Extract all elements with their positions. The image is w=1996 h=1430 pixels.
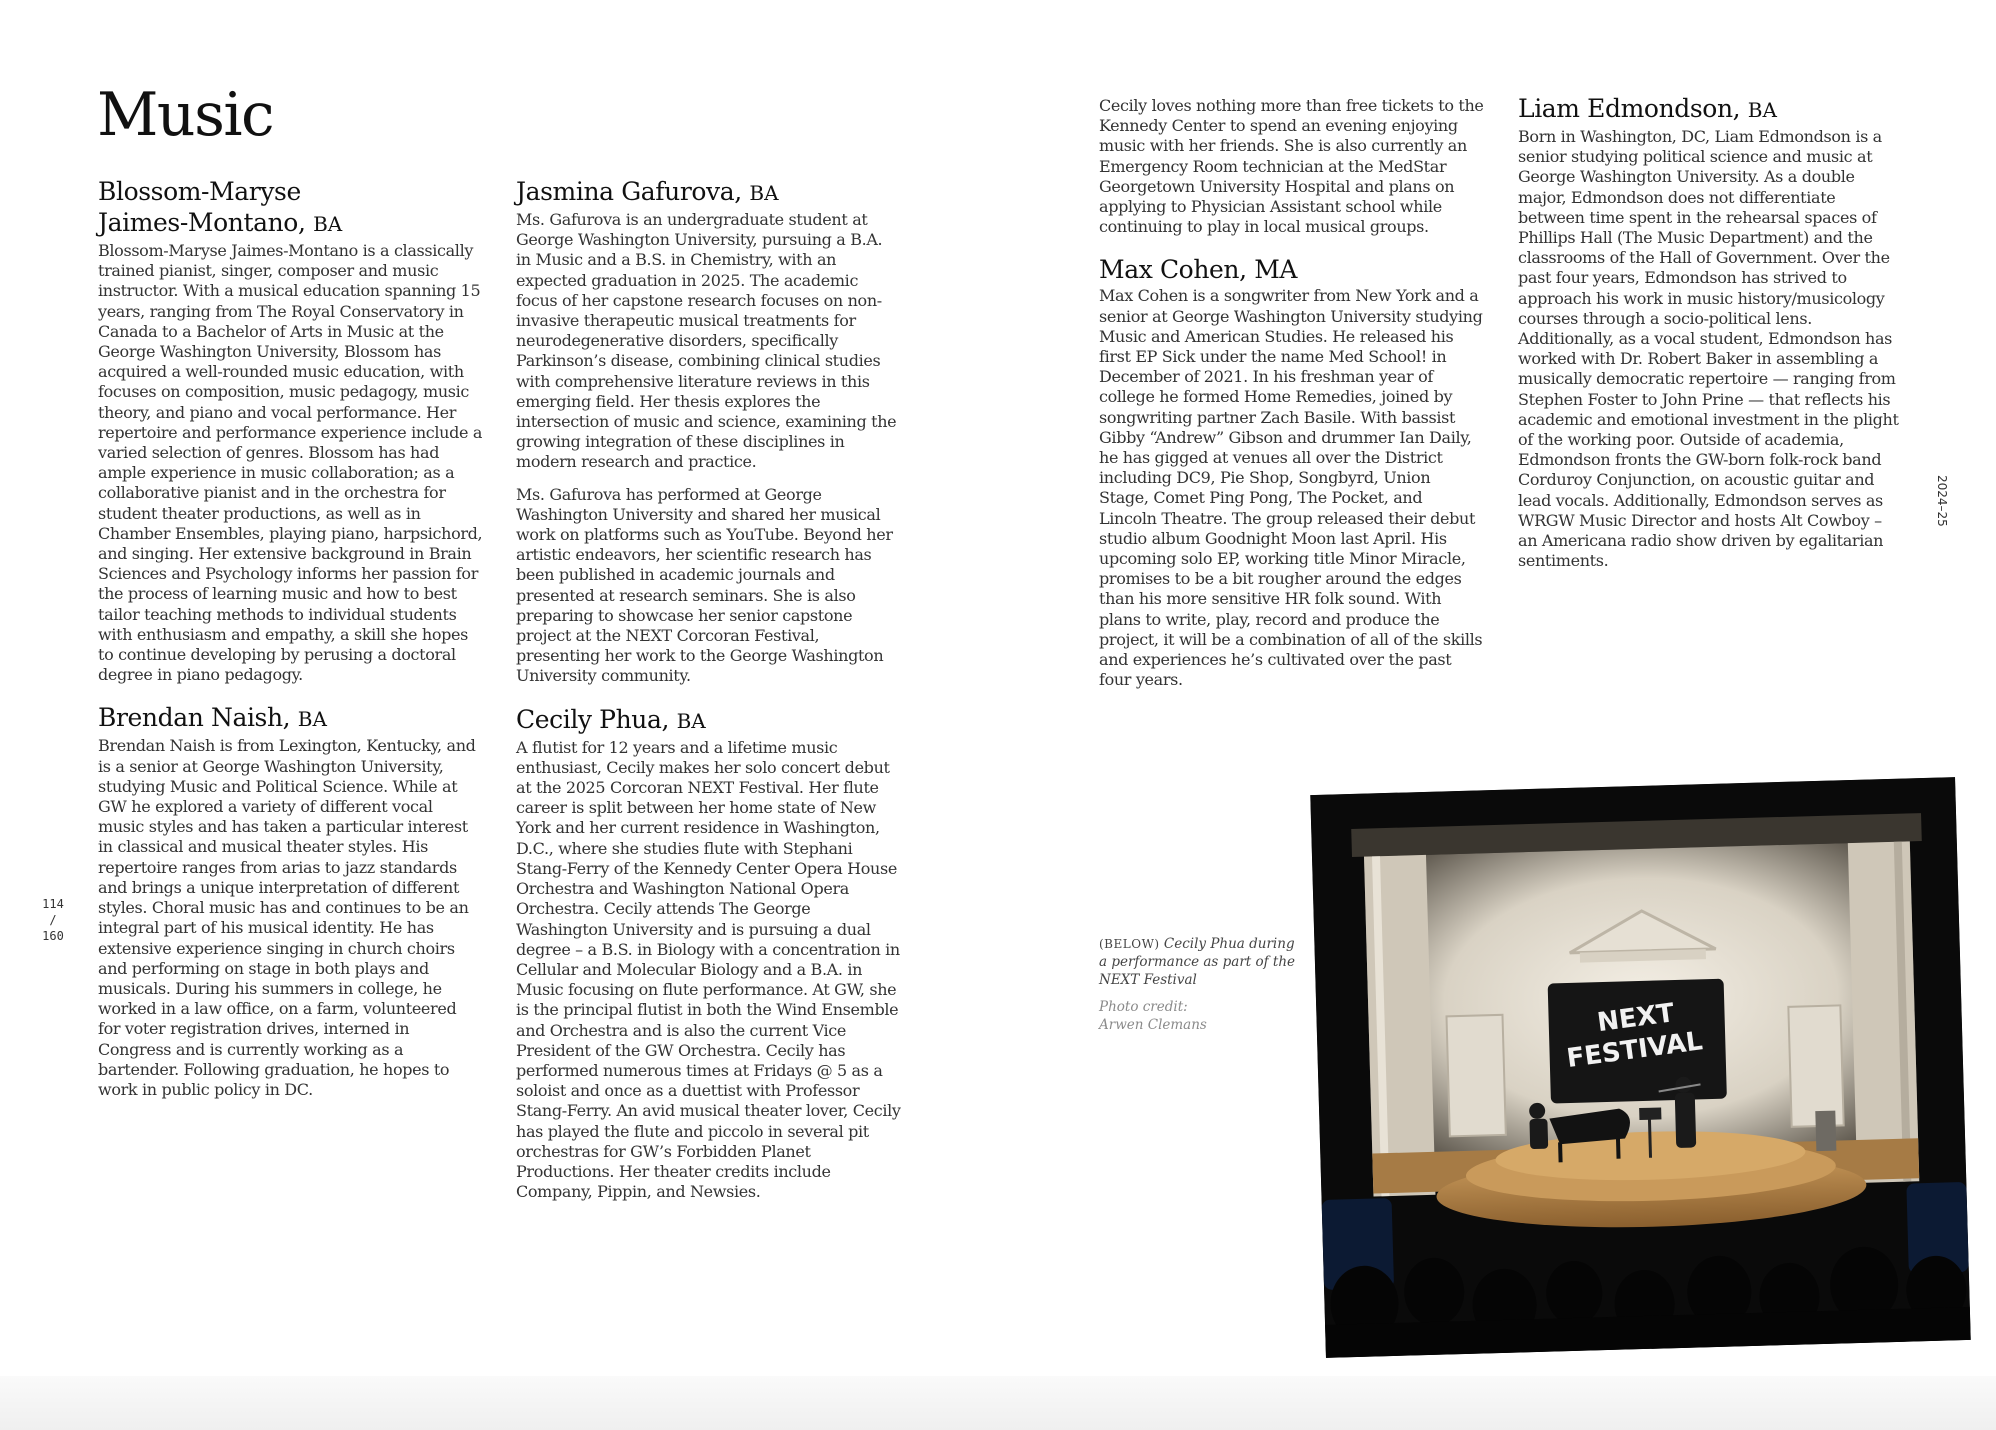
- profile-max-cohen: [1099, 254, 1484, 690]
- page-bottom-shadow: [0, 1376, 1996, 1430]
- profile-degree: BA: [1747, 98, 1777, 122]
- profile-bio: A flutist for 12 years and a lifetime music enthusiast, Cecily makes her solo concert debut at the 2025 Corcoran NEXT Festival. Her flute career is split between her home state of New York and her current residence in Washington, D.C., where she studies flute with Stephani Stang-Ferry of the Kennedy Center Opera House Orchestra and Washington National Opera Orchestra. Cecily attends The George Washington University and is pursuing a dual degree – a B.S. in Biology with a concentration in Cellular and Molecular Biology and a B.A. in Music focusing on flute performance. At GW, she is the principal flutist in both the Wind Ensemble and Orchestra and is also the current Vice President of the GW Orchestra. Cecily has performed numerous times at Fridays @ 5 as a soloist and once as a duettist with Professor Stang-Ferry. An avid musical theater lover, Cecily has played the flute and piccolo in several pit orchestras for GW’s Forbidden Planet Productions. Her theater credits include Company, Pippin, and Newsies.: [516, 737, 901, 1202]
- photo-caption: [1099, 935, 1299, 1034]
- profile-degree: BA: [676, 708, 706, 733]
- profile-bio: Brendan Naish is from Lexington, Kentucky, and is a senior at George Washington University, studying Music and Political Science. While at GW he explored a variety of different vocal music styles and has taken a particular interest in classical and musical theater styles. His repertoire ranges from arias to jazz standards and brings a unique interpretation of different styles. Choral music has and continues to be an integral part of his musical identity. He has extensive experience singing in church choirs and performing on stage in both plays and musicals. During his summers in college, he worked in a law office, on a farm, volunteered for voter registration drives, interned in Congress and is currently working as a bartender. Following graduation, he hopes to work in public policy in DC.: [98, 736, 476, 1099]
- column-4: [1518, 93, 1903, 571]
- performance-photo: [1310, 777, 1970, 1358]
- profile-bio: Ms. Gafurova has performed at George Washington University and shared her musical work on platforms such as YouTube. Beyond her artistic endeavors, her scientific research has been published in academic journals and presented at research seminars. She is also preparing to showcase her senior capstone project at the NEXT Corcoran Festival, presenting her work to the George Washington University community.: [516, 484, 893, 686]
- svg-text:NEXT: NEXT: [1595, 998, 1677, 1039]
- profile-name: Cecily Phua, BA: [516, 704, 706, 734]
- profile-brendan-naish: [98, 702, 483, 1100]
- page-title: Music: [97, 80, 274, 150]
- column-1: [98, 176, 483, 1100]
- svg-text:FESTIVAL: FESTIVAL: [1564, 1026, 1705, 1075]
- profile-degree: BA: [313, 212, 343, 236]
- profile-bio: Max Cohen is a songwriter from New York and a senior at George Washington University studying Music and American Studies. He released his first EP Sick under the name Med School! in December of 2021. In his freshman year of college he formed Home Remedies, joined by songwriting partner Zach Basile. With bassist Gibby “Andrew” Gibson and drummer Ian Daily, he has gigged at venues all over the District including DC9, Pie Shop, Songbyrd, Union Stage, Comet Ping Pong, The Pocket, and Lincoln Theatre. The group released their debut studio album Goodnight Moon last April. His upcoming solo EP, working title Minor Miracle, promises to be a bit rougher around the edges than his more sensitive HR folk sound. With plans to write, play, record and produce the project, it will be a combination of all of the skills and experiences he’s cultivated over the past four years.: [1099, 286, 1483, 690]
- profile-name: Blossom-Maryse Jaimes-Montano, BA: [98, 177, 343, 237]
- caption-prefix: (BELOW): [1099, 937, 1160, 951]
- profile-bio: Born in Washington, DC, Liam Edmondson is a senior studying political science and music at George Washington University. As a double major, Edmondson does not differentiate between time spent in the rehearsal spaces of Phillips Hall (The Music Department) and the classrooms of the Hall of Government. Over the past four years, Edmondson has strived to approach his work in music history/musicology courses through a socio-political lens. Additionally, as a vocal student, Edmondson has worked with Dr. Robert Baker in assembling a musically democratic repertoire — ranging from Stephen Foster to John Prine — that reflects his academic and emotional investment in the plight of the working poor. Outside of academia, Edmondson fronts the GW-born folk-rock band Corduroy Conjunction, on acoustic guitar and lead vocals. Additionally, Edmondson serves as WRGW Music Director and hosts Alt Cowboy – an Americana radio show driven by egalitarian sentiments.: [1518, 127, 1899, 571]
- profile-degree: BA: [297, 707, 327, 732]
- profile-bio: Ms. Gafurova is an undergraduate student at George Washington University, pursuing a B.A. in Music and a B.S. in Chemistry, with an expected graduation in 2025. The academic focus of her capstone research focuses on non-invasive therapeutic musical treatments for neurodegenerative disorders, specifically Parkinson’s disease, combining clinical studies with comprehensive literature reviews in this emerging field. Her thesis explores the intersection of music and science, examining the growing integration of these disciplines in modern research and practice.: [516, 210, 897, 472]
- year-label: 2024–25: [1935, 475, 1949, 527]
- profile-liam-edmondson: [1518, 93, 1903, 571]
- page-number: 114 / 160: [42, 897, 64, 943]
- column-2: [516, 176, 901, 1202]
- profile-cecily-phua: [516, 704, 901, 1203]
- profile-name: Max Cohen, MA: [1099, 255, 1298, 285]
- concert-stage-illustration: [1310, 777, 1970, 1358]
- profile-bio: Blossom-Maryse Jaimes-Montano is a classically trained pianist, singer, composer and music instructor. With a musical education spanning 15 years, ranging from The Royal Conservatory in Canada to a Bachelor of Arts in Music at the George Washington University, Blossom has acquired a well-rounded music education, with focuses on composition, music pedagogy, music theory, and piano and vocal performance. Her repertoire and performance experience include a varied selection of genres. Blossom has had ample experience in music collaboration; as a collaborative pianist and in the orchestra for student theater productions, as well as in Chamber Ensembles, playing piano, harpsichord, and singing. Her extensive background in Brain Sciences and Psychology informs her passion for the process of learning music and how to best tailor teaching methods to individual students with enthusiasm and empathy, a skill she hopes to continue developing by perusing a doctoral degree in piano pedagogy.: [98, 241, 483, 685]
- column-3: [1099, 95, 1484, 690]
- profile-blossom-jaimes-montano: [98, 176, 483, 685]
- profile-name: Liam Edmondson, BA: [1518, 94, 1777, 123]
- caption-text: Cecily Phua during a performance as part of the NEXT Festival: [1099, 936, 1296, 988]
- profile-degree: BA: [749, 181, 779, 205]
- profile-name: Brendan Naish, BA: [98, 703, 327, 733]
- profile-jasmina-gafurova: [516, 176, 901, 687]
- profile-name: Jasmina Gafurova, BA: [516, 177, 779, 206]
- photo-credit: Photo credit: Arwen Clemans: [1099, 999, 1207, 1033]
- profile-bio-continued: Cecily loves nothing more than free tickets to the Kennedy Center to spend an evening enjoying music with her friends. She is also currently an Emergency Room technician at the MedStar Georgetown University Hospital and plans on applying to Physician Assistant school while continuing to play in local musical groups.: [1099, 96, 1484, 237]
